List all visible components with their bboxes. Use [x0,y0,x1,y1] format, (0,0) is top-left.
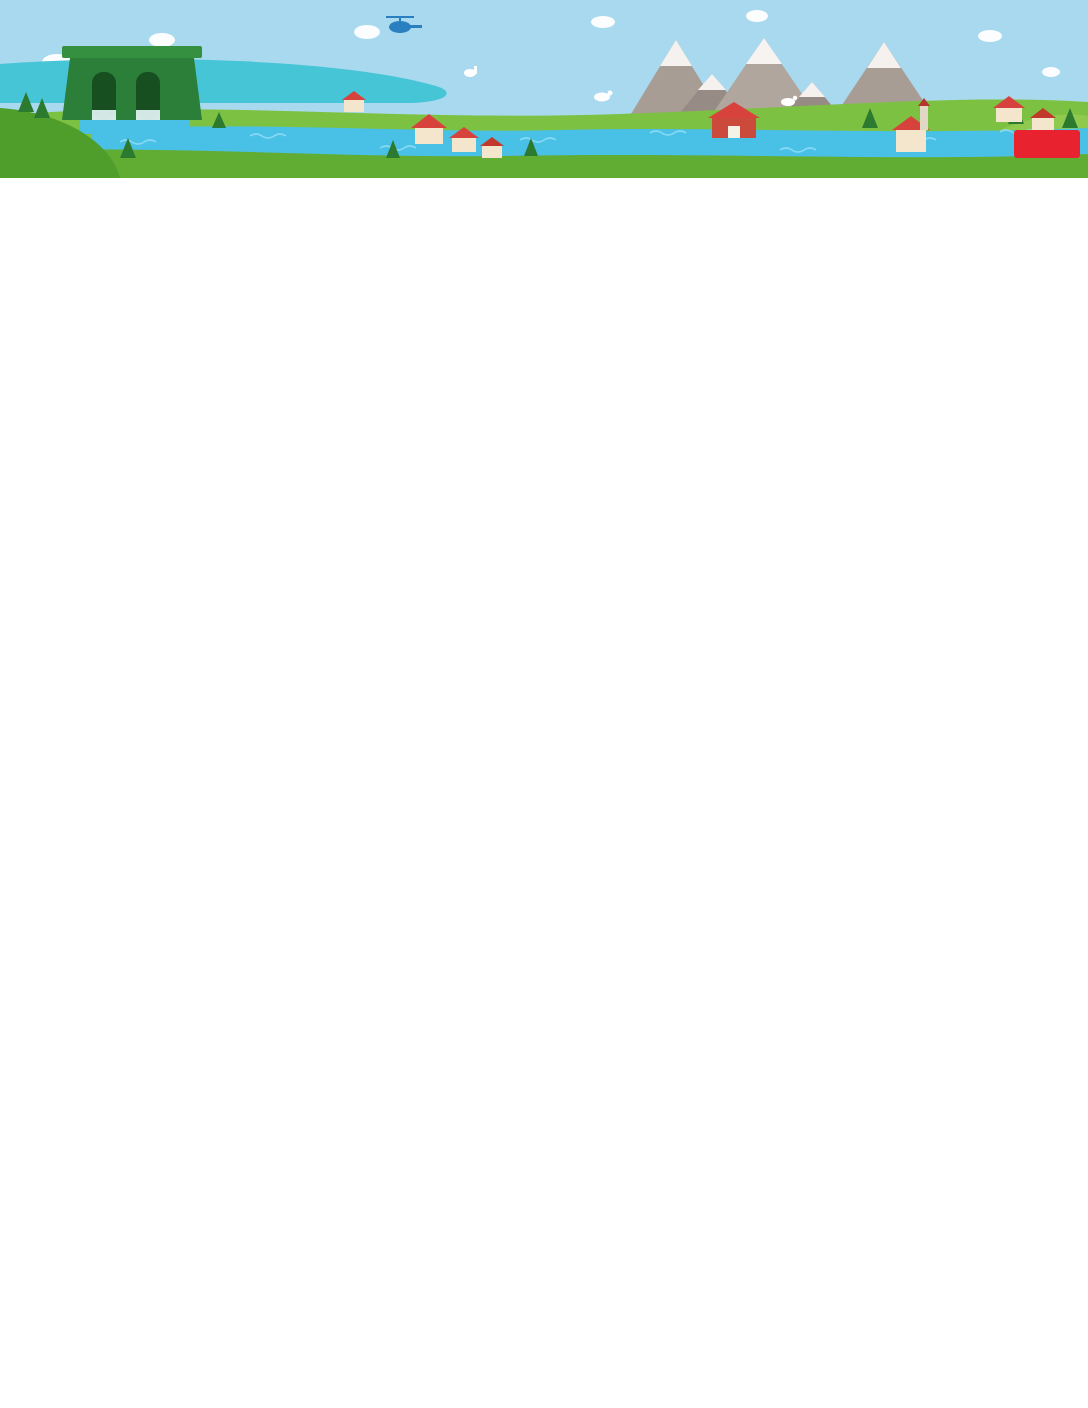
discharge-turbidity-chart [130,267,958,714]
document-content [0,210,1088,714]
header-banner [0,0,1088,178]
rio-tinto-logo [1014,130,1080,158]
dam-icon [62,46,202,134]
